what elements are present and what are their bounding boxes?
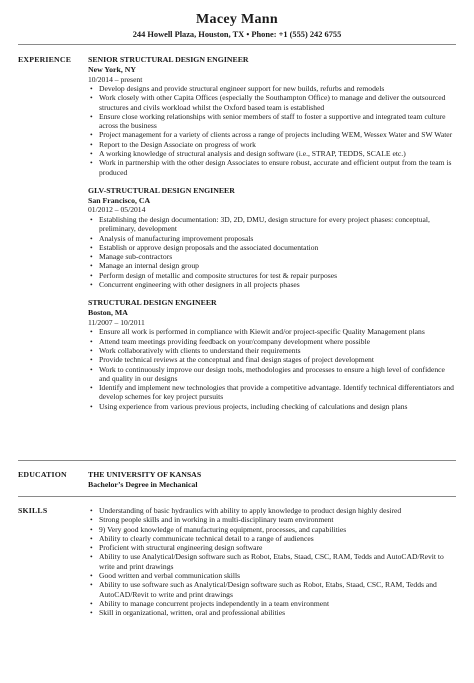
job-dates: 10/2014 – present [88,74,143,84]
bullet-item: • Work closely with other Capita Offices (especially the Southampton Office) to manage and deliver the outsourced structures and civils workload whilst the Oxford based team is established [88,93,456,112]
bullet-item: • Work in partnership with the other design Associates to ensure robust, accurate and efficient output from the team is produced [88,158,456,177]
skill-item: • Ability to use Analytical/Design software such as Robot, Etabs, Staad, CSC, RAM, Tedds and AutoCAD/Revit to write and print drawings [88,552,456,571]
job-title: SENIOR STRUCTURAL DESIGN ENGINEER [88,55,249,64]
job-entry [88,298,456,411]
bullet-item: • Establish or approve design proposals and the associated documentation [88,243,456,252]
bullet-item: • Establishing the design documentation: 3D, 2D, DMU, design structure for every project phases: conceptual, preliminary, development [88,215,456,234]
skill-item: • Proficient with structural engineering design software [88,543,456,552]
degree: Bachelor’s Degree in Mechanical [88,480,198,489]
bullet-item: • Ensure close working relationships with senior members of staff to foster a supportive and integrated team culture across the business [88,112,456,131]
job-location: San Francisco, CA [88,195,151,205]
experience-list [88,55,456,420]
job-location: New York, NY [88,65,137,74]
education-divider [18,496,456,497]
school-name: THE UNIVERSITY OF KANSAS [88,470,202,479]
education-entry [88,470,456,490]
experience-divider [18,460,456,461]
bullet-item: • Perform design of metallic and composite structures for test & repair purposes [88,271,456,280]
bullet-item: • A working knowledge of structural analysis and design software (i.e., STRAP, TEDDS, SCALE etc.) [88,149,456,158]
section-label-skills: SKILLS [18,506,48,515]
job-bullets [88,215,456,289]
skill-item: • Ability to manage concurrent projects independently in a team environment [88,599,456,608]
header-divider [18,44,456,45]
skill-item: • 9) Very good knowledge of manufacturing equipment, processes, and capabilities [88,525,456,534]
skill-item: • Ability to use software such as Analytical/Design software such as Robot, Etabs, Staad, CSC, RAM, Tedds and AutoCAD/Revit to write and print drawings [88,580,456,599]
job-title: STRUCTURAL DESIGN ENGINEER [88,298,217,308]
job-bullets [88,84,456,177]
bullet-item: • Ensure all work is performed in compliance with Kiewit and/or project-specific Quality Management plans [88,327,456,336]
job-entry [88,55,456,177]
bullet-item: • Provide technical reviews at the conceptual and final design stages of project development [88,355,456,364]
bullet-item: • Analysis of manufacturing improvement proposals [88,234,456,243]
bullet-item: • Report to the Design Associate on progress of work [88,140,456,149]
skill-item: • Skill in organizational, written, oral and professional abilities [88,608,456,617]
skill-item: • Ability to clearly communicate technical detail to a range of audiences [88,534,456,543]
bullet-item: • Work to continuously improve our design tools, methodologies and processes to ensure a high level of confidence and quality in our designs [88,365,456,384]
job-location: Boston, MA [88,308,128,318]
bullet-item: • Project management for a variety of clients across a range of projects including WEM, Wessex Water and SW Water [88,130,456,139]
section-label-education: EDUCATION [18,470,67,479]
job-dates: 01/2012 – 05/2014 [88,205,146,215]
bullet-item: • Identify and implement new technologies that provide a competitive advantage. Identify technical differentiators and develop schemes for key project pursuits [88,383,456,402]
skill-item: • Good written and verbal communication skills [88,571,456,580]
section-label-experience: EXPERIENCE [18,55,72,64]
bullet-item: • Develop designs and provide structural engineer support for new builds, refurbs and remodels [88,84,456,93]
bullet-item: • Manage an internal design group [88,261,456,270]
job-dates: 11/2007 – 10/2011 [88,317,145,327]
skills-list [88,506,456,618]
job-bullets [88,327,456,411]
job-title: GLV-STRUCTURAL DESIGN ENGINEER [88,185,235,195]
skill-item: • Strong people skills and in working in a multi-disciplinary team environment [88,515,456,524]
contact-line: 244 Howell Plaza, Houston, TX • Phone: +1 (555) 242 6755 [132,30,342,39]
bullet-item: • Attend team meetings providing feedback on your/company development where possible [88,337,456,346]
job-entry [88,186,456,289]
candidate-name: Macey Mann [196,12,278,27]
bullet-item: • Concurrent engineering with other designers in all projects phases [88,280,456,289]
skill-item: • Understanding of basic hydraulics with ability to apply knowledge to product design highly desired [88,506,456,515]
bullet-item: • Manage sub-contractors [88,252,456,261]
bullet-item: • Work collaboratively with clients to understand their requirements [88,346,456,355]
bullet-item: • Using experience from various previous projects, including checking of calculations and design plans [88,402,456,411]
skill-bullets [88,506,456,618]
